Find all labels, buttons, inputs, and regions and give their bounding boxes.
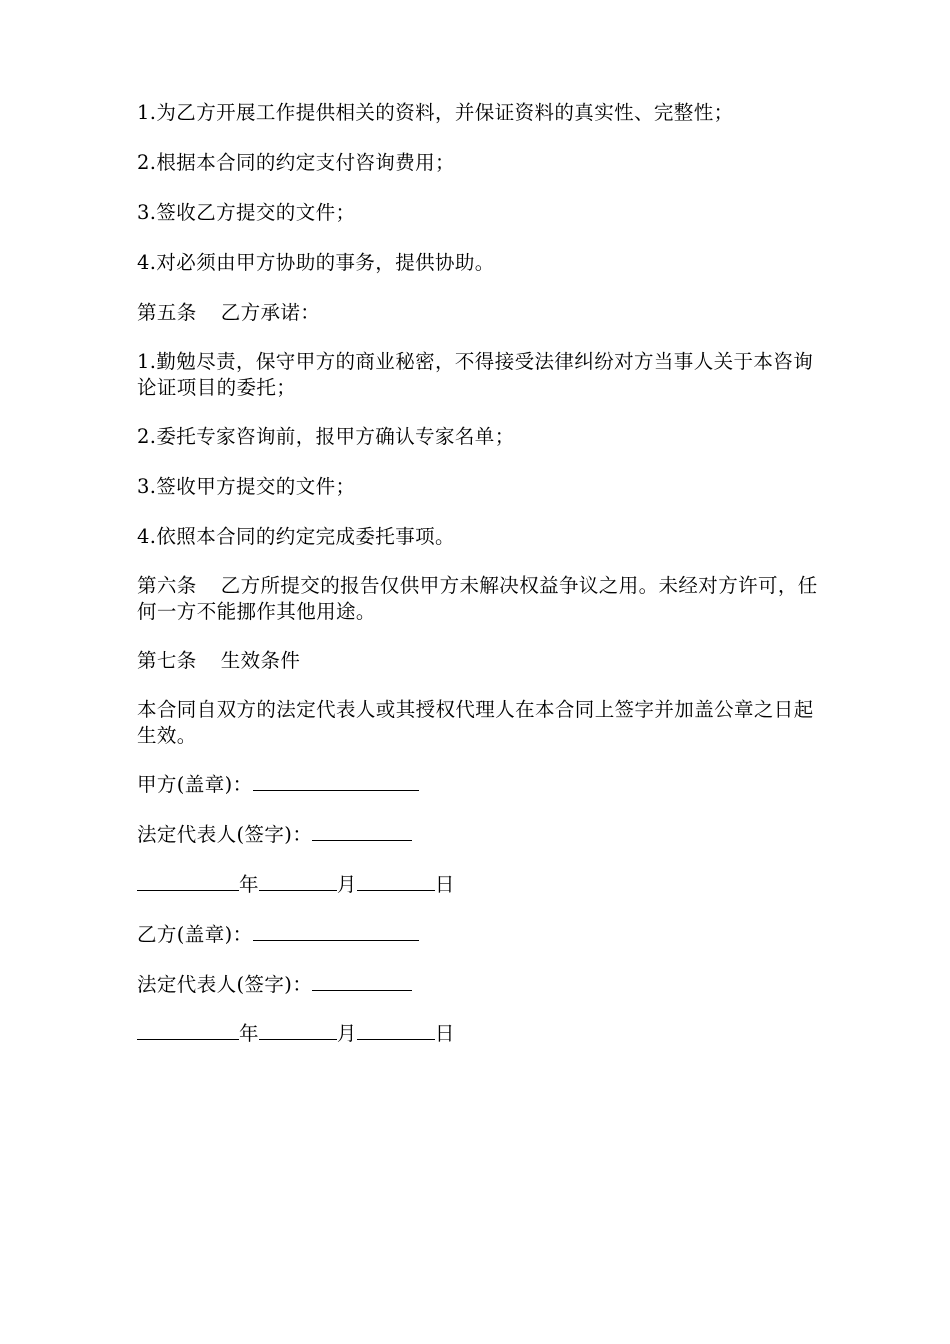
date-a-year-label: 年 (239, 873, 259, 896)
party-a-seal-label: 甲方(盖章)： (137, 773, 253, 796)
article-7-title: 生效条件 (220, 649, 301, 672)
party-b-seal-label: 乙方(盖章)： (137, 923, 253, 946)
legal-rep-b-blank[interactable] (312, 972, 412, 991)
article-6-number: 第六条 (137, 574, 197, 597)
party-a-obligation-4: 4.对必须由甲方协助的事务，提供协助。 (137, 251, 495, 274)
date-line-a (137, 872, 827, 898)
date-a-month-label: 月 (336, 873, 357, 896)
party-a-seal-blank[interactable] (253, 772, 419, 791)
article-5-item-4: 4.依照本合同的约定完成委托事项。 (137, 525, 455, 548)
date-b-year-blank[interactable] (137, 1021, 239, 1040)
article-6-paragraph (137, 573, 827, 625)
date-b-month-label: 月 (336, 1022, 357, 1045)
article-5-title: 乙方承诺： (220, 301, 321, 324)
date-b-month-blank[interactable] (259, 1021, 337, 1040)
article-5-item-1: 1.勤勉尽责，保守甲方的商业秘密，不得接受法律纠纷对方当事人关于本咨询论证项目的委托； (137, 350, 814, 399)
date-line-b (137, 1021, 827, 1047)
party-a-obligation-2: 2.根据本合同的约定支付咨询费用； (137, 151, 455, 174)
date-b-day-label: 日 (434, 1022, 455, 1045)
article-7-number: 第七条 (137, 649, 197, 672)
legal-rep-a-blank[interactable] (312, 822, 412, 841)
article-5-heading (137, 300, 827, 326)
article-6-text: 乙方所提交的报告仅供甲方未解决权益争议之用。未经对方许可，任何一方不能挪作其他用途。 (137, 574, 818, 623)
party-a-seal-line (137, 772, 827, 798)
article-5-number: 第五条 (137, 301, 197, 324)
party-b-seal-line (137, 922, 827, 948)
article-5-item-2: 2.委托专家咨询前，报甲方确认专家名单； (137, 425, 515, 448)
legal-rep-b-label: 法定代表人(签字)： (137, 973, 313, 996)
date-a-month-blank[interactable] (259, 872, 337, 891)
date-b-year-label: 年 (239, 1022, 259, 1045)
date-a-year-blank[interactable] (137, 872, 239, 891)
date-b-day-blank[interactable] (357, 1021, 435, 1040)
party-a-obligation-1: 1.为乙方开展工作提供相关的资料，并保证资料的真实性、完整性； (137, 101, 734, 124)
legal-rep-a-line (137, 822, 827, 848)
article-7-heading (137, 648, 827, 674)
date-a-day-label: 日 (434, 873, 455, 896)
article-5-item-3: 3.签收甲方提交的文件； (137, 475, 356, 498)
date-a-day-blank[interactable] (357, 872, 435, 891)
party-b-seal-blank[interactable] (253, 922, 419, 941)
legal-rep-b-line (137, 972, 827, 998)
article-7-text: 本合同自双方的法定代表人或其授权代理人在本合同上签字并加盖公章之日起生效。 (137, 698, 814, 747)
legal-rep-a-label: 法定代表人(签字)： (137, 823, 313, 846)
party-a-obligation-3: 3.签收乙方提交的文件； (137, 201, 356, 224)
